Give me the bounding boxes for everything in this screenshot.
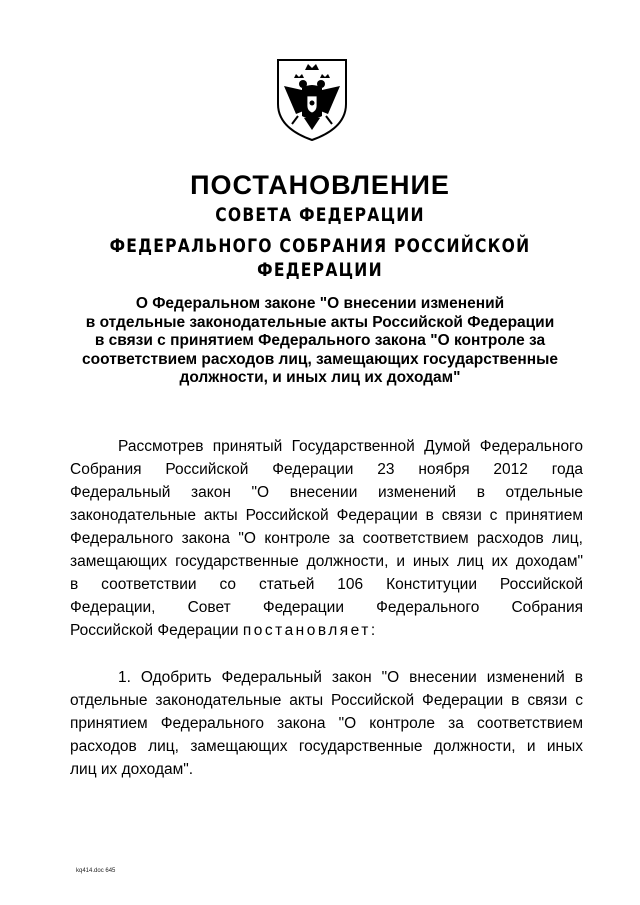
- issuer-line-2: ФЕДЕРАЛЬНОГО СОБРАНИЯ РОССИЙСКОЙ ФЕДЕРАЦИИ: [109, 235, 531, 281]
- preamble-line: Федерального закона "О контроле за соответствием расходов лиц,: [70, 530, 583, 547]
- issuer-line-1: СОВЕТА ФЕДЕРАЦИИ: [215, 204, 425, 226]
- document-subject: [60, 295, 580, 388]
- preamble-line: законодательные акты Российской Федерации в связи с принятием: [70, 507, 583, 524]
- subject-line: О Федеральном законе "О внесении изменений: [135, 295, 505, 312]
- item1-line: отдельные законодательные акты Российской Федерации в связи с: [70, 692, 583, 709]
- preamble-line: Рассмотрев принятый Государственной Думой Федерального: [118, 438, 583, 455]
- preamble-last-line: [70, 621, 583, 641]
- preamble-line: в соответствии со статьей 106 Конституции Российской: [70, 576, 583, 593]
- preamble-line: замещающих государственные должности, и иных лиц их доходам": [70, 553, 583, 570]
- preamble-line: Федеральный закон "О внесении изменений в отдельные: [70, 484, 583, 501]
- subject-line: в связи с принятием Федерального закона "О контроле за: [94, 332, 546, 349]
- subject-line: в отдельные законодательные акты Российской Федерации: [85, 313, 555, 331]
- item1-line: расходов лиц, замещающих государственные должности, и иных: [70, 738, 583, 755]
- document-title: ПОСТАНОВЛЕНИЕ: [190, 170, 450, 200]
- item1-line: лиц их доходам".: [70, 761, 194, 778]
- preamble-line: Собрания Российской Федерации 23 ноября 2012 года: [70, 461, 583, 478]
- coat-of-arms-icon: [272, 56, 352, 142]
- decree-word: постановляет:: [242, 622, 378, 639]
- document-code: kq414.doc 645: [76, 868, 116, 874]
- item1-line: принятием Федерального закона "О контроле за соответствием: [70, 715, 583, 732]
- preamble-line: Российской Федерации: [70, 622, 239, 639]
- item1-line: 1. Одобрить Федеральный закон "О внесении изменений в: [118, 669, 583, 686]
- subject-line: должности, и иных лиц их доходам": [179, 369, 461, 386]
- preamble-line: Федерации, Совет Федерации Федерального Собрания: [70, 599, 583, 616]
- subject-line: соответствием расходов лиц, замещающих государственные: [82, 350, 558, 368]
